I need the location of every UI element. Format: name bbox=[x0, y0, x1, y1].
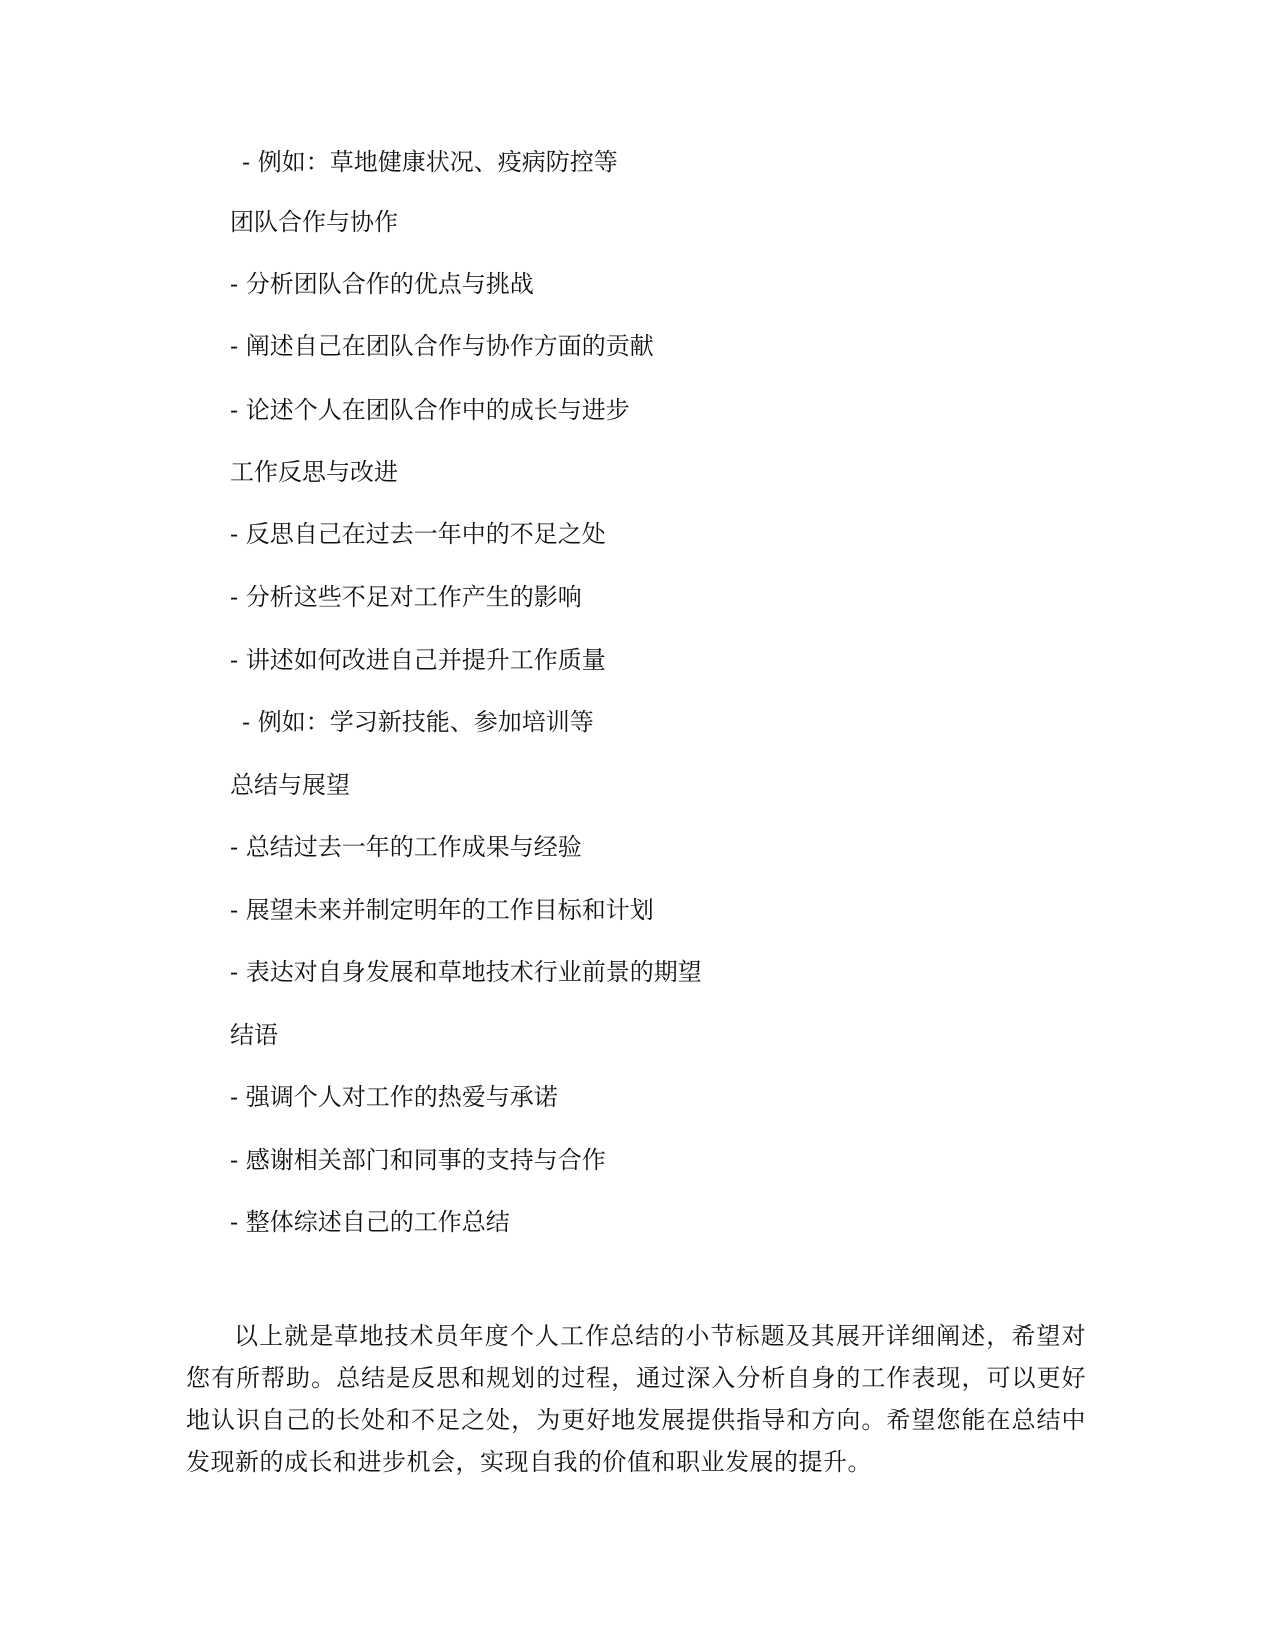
bullet-conclusion-overview: - 整体综述自己的工作总结 bbox=[230, 1208, 510, 1236]
example-line-training: - 例如：学习新技能、参加培训等 bbox=[242, 708, 594, 736]
bullet-reflection-impact: - 分析这些不足对工作产生的影响 bbox=[230, 583, 582, 611]
bullet-teamwork-contribution: - 阐述自己在团队合作与协作方面的贡献 bbox=[230, 332, 654, 360]
bullet-conclusion-thanks: - 感谢相关部门和同事的支持与合作 bbox=[230, 1146, 606, 1174]
bullet-teamwork-growth: - 论述个人在团队合作中的成长与进步 bbox=[230, 396, 630, 424]
section-heading-summary-outlook: 总结与展望 bbox=[230, 771, 350, 799]
bullet-conclusion-passion: - 强调个人对工作的热爱与承诺 bbox=[230, 1083, 558, 1111]
bullet-summary-expectation: - 表达对自身发展和草地技术行业前景的期望 bbox=[230, 958, 702, 986]
bullet-teamwork-analysis: - 分析团队合作的优点与挑战 bbox=[230, 270, 534, 298]
example-line-grassland-health: - 例如：草地健康状况、疫病防控等 bbox=[242, 148, 618, 176]
section-heading-conclusion: 结语 bbox=[230, 1021, 278, 1049]
bullet-summary-results: - 总结过去一年的工作成果与经验 bbox=[230, 833, 582, 861]
bullet-reflection-shortcomings: - 反思自己在过去一年中的不足之处 bbox=[230, 520, 606, 548]
bullet-reflection-improvement: - 讲述如何改进自己并提升工作质量 bbox=[230, 646, 606, 674]
section-heading-reflection: 工作反思与改进 bbox=[230, 458, 398, 486]
bullet-summary-plan: - 展望未来并制定明年的工作目标和计划 bbox=[230, 896, 654, 924]
section-heading-teamwork: 团队合作与协作 bbox=[230, 208, 398, 236]
closing-paragraph: 以上就是草地技术员年度个人工作总结的小节标题及其展开详细阐述，希望对您有所帮助。总结是反思和规划的过程，通过深入分析自身的工作表现，可以更好地认识自己的长处和不足之处，为更好地发展提供指导和方向。希望您能在总结中发现新的成长和进步机会，实现自我的价值和职业发展的提升。 bbox=[186, 1322, 1086, 1476]
